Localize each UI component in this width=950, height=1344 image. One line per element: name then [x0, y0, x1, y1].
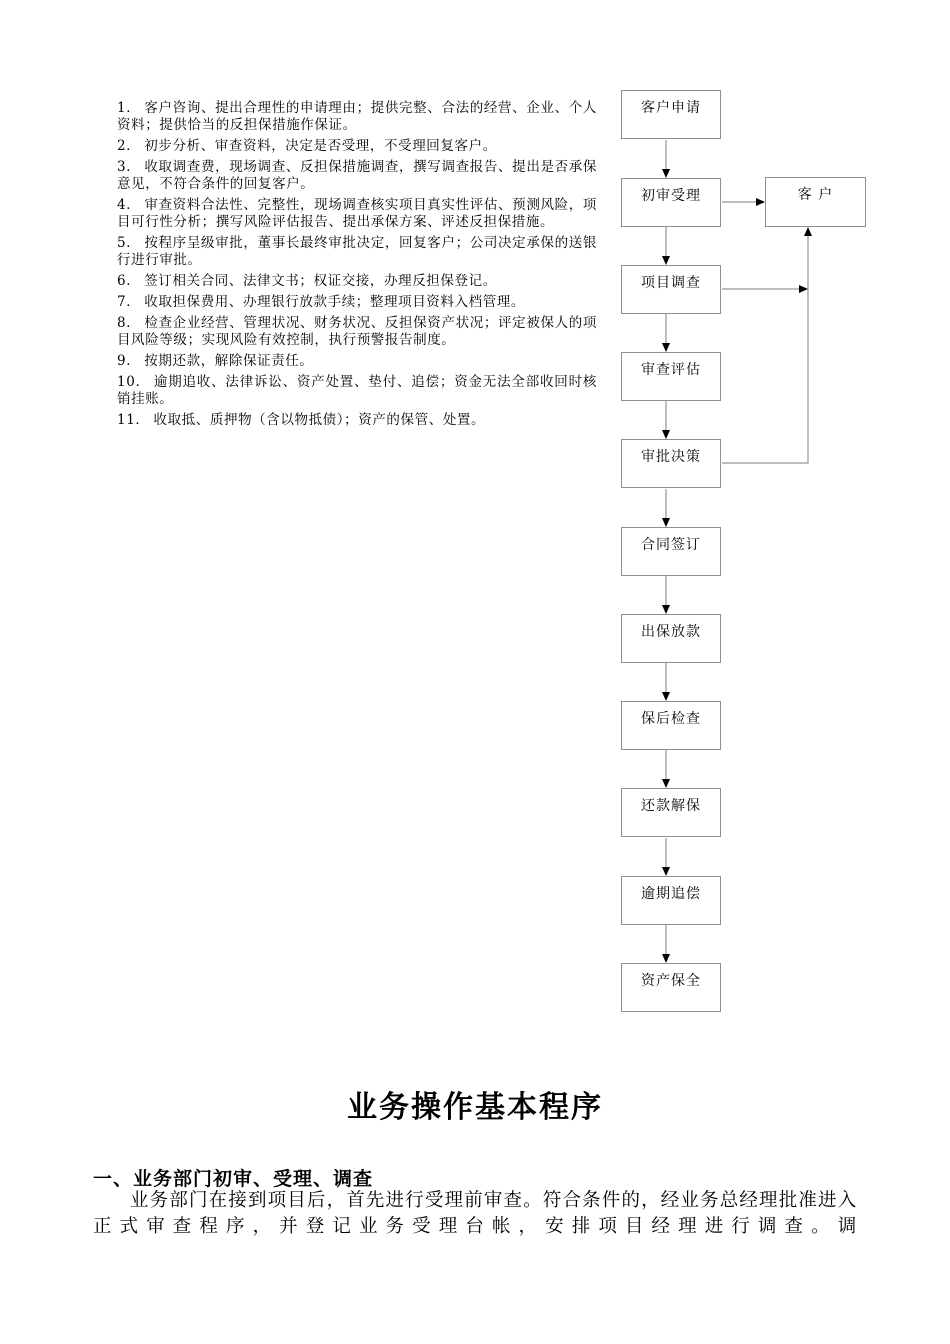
- flow-step-asset-preservation: 资产保全: [621, 963, 721, 1012]
- flow-step-post-check: 保后检查: [621, 701, 721, 750]
- note-item: 6． 签订相关合同、法律文书；权证交接，办理反担保登记。: [117, 273, 497, 289]
- flow-step-approval: 审批决策: [621, 439, 721, 488]
- note-item: 4． 审查资料合法性、完整性，现场调查核实项目真实性评估、预测风险，项目可行性分析；撰写风险评估报告、提出承保方案、评述反担保措施。: [117, 197, 597, 230]
- flow-step-recovery: 逾期追偿: [621, 876, 721, 925]
- note-item: 9． 按期还款，解除保证责任。: [117, 353, 314, 369]
- flow-step-repayment: 还款解保: [621, 788, 721, 837]
- flow-step-preliminary: 初审受理: [621, 178, 721, 227]
- section-heading: 一、业务部门初审、受理、调查: [93, 1168, 374, 1190]
- flow-step-loan: 出保放款: [621, 614, 721, 663]
- flow-step-investigation: 项目调查: [621, 265, 721, 314]
- note-item: 1． 客户咨询、提出合理性的申请理由；提供完整、合法的经营、企业、个人资料；提供恰当的反担保措施作保证。: [117, 100, 597, 133]
- arrow-decision-to-client: [722, 228, 808, 463]
- note-item: 2． 初步分析、审查资料，决定是否受理，不受理回复客户。: [117, 138, 497, 154]
- section-paragraph: 业务部门在接到项目后，首先进行受理前审查。符合条件的，经业务总经理批准进入正式审查程序，并登记业务受理台帐，安排项目经理进行调查。调: [93, 1190, 857, 1237]
- note-item: 5． 按程序呈级审批，董事长最终审批决定，回复客户；公司决定承保的送银行进行审批。: [117, 235, 597, 268]
- note-item: 3． 收取调查费，现场调查、反担保措施调查，撰写调查报告、提出是否承保意见，不符合条件的回复客户。: [117, 159, 597, 192]
- note-item: 7． 收取担保费用、办理银行放款手续；整理项目资料入档管理。: [117, 294, 525, 310]
- flow-step-apply: 客户申请: [621, 90, 721, 139]
- page-title: 业务操作基本程序: [347, 1090, 603, 1125]
- flow-step-assessment: 审查评估: [621, 352, 721, 401]
- note-item: 8． 检查企业经营、管理状况、财务状况、反担保资产状况；评定被保人的项目风险等级；实现风险有效控制，执行预警报告制度。: [117, 315, 597, 348]
- note-item: 10． 逾期追收、法律诉讼、资产处置、垫付、追偿；资金无法全部收回时核销挂账。: [117, 374, 597, 407]
- flow-client-box: 客 户: [765, 177, 866, 227]
- note-item: 11． 收取抵、质押物（含以物抵债）；资产的保管、处置。: [117, 412, 486, 428]
- flow-step-contract: 合同签订: [621, 527, 721, 576]
